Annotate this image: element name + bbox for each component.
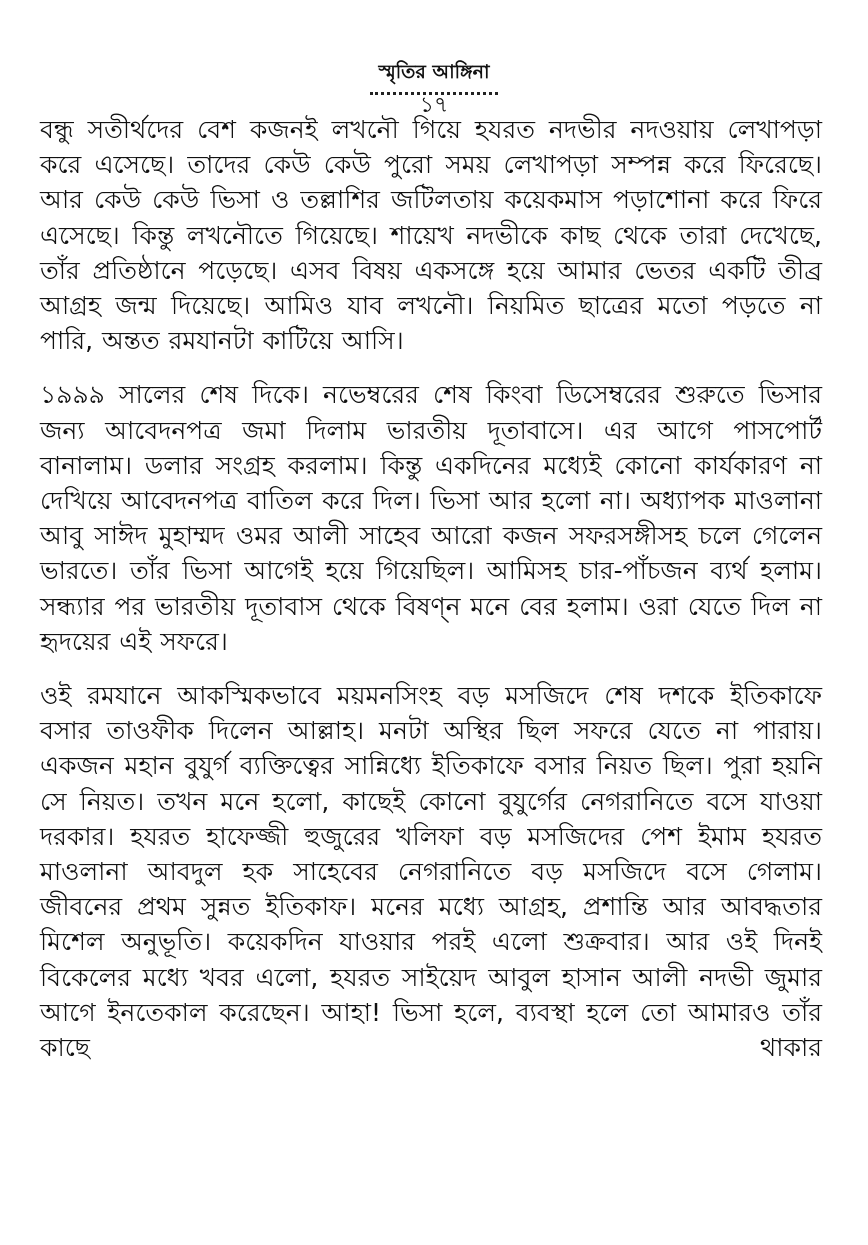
paragraph-lucknow-wish: বন্ধু সতীর্থদের বেশ কজনই লখনৌ গিয়ে হযরত নদভীর নদওয়ায় লেখাপড়া করে এসেছে। তাদের কেউ কেউ পুরো সময় লেখাপড়া সম্পন্ন করে ফিরেছে। আর কেউ কেউ ভিসা ও তল্লাশির জটিলতায় কয়েকমাস পড়াশোনা করে ফিরে এসেছে। কিন্তু লখনৌতে গিয়েছে। শায়েখ নদভীকে কাছ থেকে তারা দেখেছে, তাঁর প্রতিষ্ঠানে পড়েছে। এসব বিষয় একসঙ্গে হয়ে আমার ভেতর একটি তীব্র আগ্রহ জন্ম দিয়েছে। আমিও যাব লখনৌ। নিয়মিত ছাত্রের মতো পড়তে না পারি, অন্তত রমযানটা কাটিয়ে আসি। — [40, 115, 822, 356]
body-text — [40, 112, 822, 1065]
running-title: স্মৃতির আঙ্গিনা — [370, 58, 497, 95]
paragraph-itikaf: ওই রমযানে আকস্মিকভাবে ময়মনসিংহ বড় মসজিদে শেষ দশকে ইতিকাফে বসার তাওফীক দিলেন আল্লাহ। মনটা অস্থির ছিল সফরে যেতে না পারায়। একজন মহান বুযুর্গ ব্যক্তিত্বের সান্নিধ্যে ইতিকাফে বসার নিয়ত ছিল। পুরা হয়নি সে নিয়ত। তখন মনে হলো, কাছেই কোনো বুযুর্গের নেগরানিতে বসে যাওয়া দরকার। হযরত হাফেজ্জী হুজুরের খলিফা বড় মসজিদের পেশ ইমাম হযরত মাওলানা আবদুল হক সাহেবের নেগরানিতে বড় মসজিদে বসে গেলাম। জীবনের প্রথম সুন্নত ইতিকাফ। মনের মধ্যে আগ্রহ, প্রশান্তি আর আবদ্ধতার মিশেল অনুভূতি। কয়েকদিন যাওয়ার পরই এলো শুক্রবার। আর ওই দিনই বিকেলের মধ্যে খবর এলো, হযরত সাইয়েদ আবুল হাসান আলী নদভী জুমার আগে ইনতেকাল করেছেন। আহা! ভিসা হলে, ব্যবস্থা হলে তো আমারও তাঁর কাছে থাকার — [40, 681, 822, 1063]
paragraph-visa-refused: ১৯৯৯ সালের শেষ দিকে। নভেম্বরের শেষ কিংবা ডিসেম্বরের শুরুতে ভিসার জন্য আবেদনপত্র জমা দিলাম ভারতীয় দূতাবাসে। এর আগে পাসপোর্ট বানালাম। ডলার সংগ্রহ করলাম। কিন্তু একদিনের মধ্যেই কোনো কার্যকারণ না দেখিয়ে আবেদনপত্র বাতিল করে দিল। ভিসা আর হলো না। অধ্যাপক মাওলানা আবু সাঈদ মুহাম্মদ ওমর আলী সাহেব আরো কজন সফরসঙ্গীসহ চলে গেলেন ভারতে। তাঁর ভিসা আগেই হয়ে গিয়েছিল। আমিসহ চার-পাঁচজন ব্যর্থ হলাম। সন্ধ্যার পর ভারতীয় দূতাবাস থেকে বিষণ্ন মনে বের হলাম। ওরা যেতে দিল না হৃদয়ের এই সফরে। — [40, 380, 822, 656]
page-number: ১৭ — [419, 93, 449, 118]
